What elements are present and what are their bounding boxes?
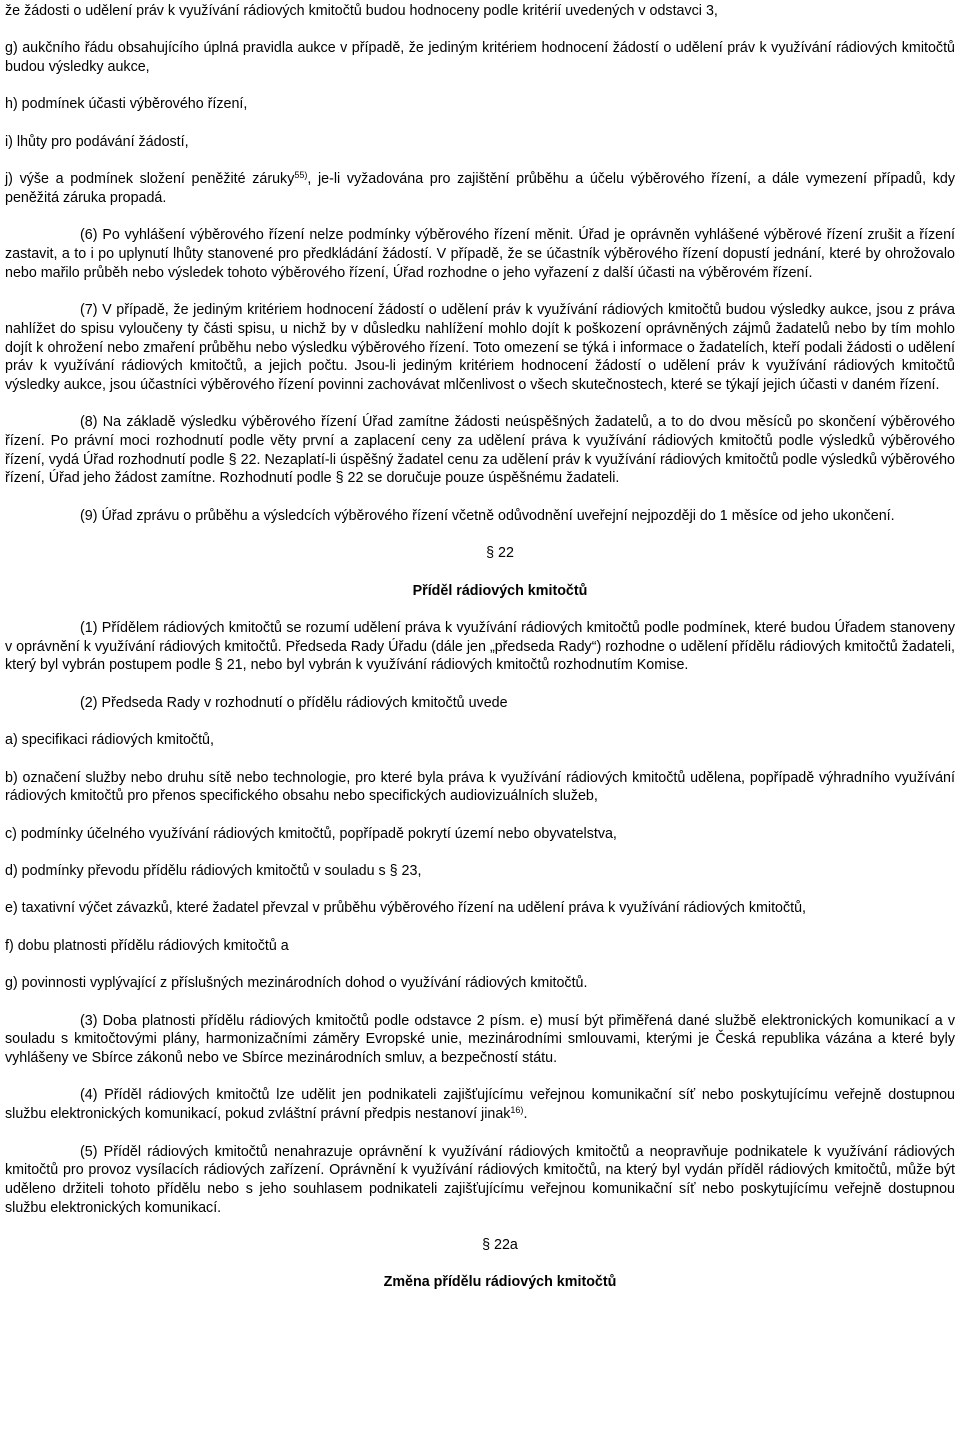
body-paragraph: (8) Na základě výsledku výběrového řízení Úřad zamítne žádosti neúspěšných žadatelů, a to do dvou měsíců po skončení výběrového řízení. Po právní moci rozhodnutí podle věty první a zaplacení ceny za udělení práva k využívání rádiových kmitočtů podle výsledků výběrového řízení, vydá Úřad rozhodnutí podle § 22. Nezaplatí-li úspěšný žadatel cenu za udělení práv k využívání rádiových kmitočtů podle výsledků výběrového řízení, Úřad jeho žádost zamítne. Rozhodnutí podle § 22 se doručuje pouze úspěšnému žadateli.	[5, 414, 955, 487]
paragraph-text: j) výše a podmínek složení peněžité záruky	[5, 171, 295, 188]
body-paragraph: a) specifikaci rádiových kmitočtů,	[5, 732, 214, 749]
body-paragraph: g) aukčního řádu obsahujícího úplná pravidla aukce v případě, že jediným kritériem hodnocení žádostí o udělení práv k využívání rádiových kmitočtů budou výsledky aukce,	[5, 40, 955, 76]
paragraph-text-continued: , je-li vyžadována pro zajištění průběhu a účelu výběrového řízení, a dále vymezení případů, kdy peněžitá záruka propadá.	[5, 171, 955, 206]
paragraph-text: (4) Příděl rádiových kmitočtů lze udělit jen podnikateli zajišťujícímu veřejnou komunikační síť nebo poskytujícímu veřejně dostupnou službu elektronických komunikací, pokud zvláštní právní předpis nestanoví jinak	[5, 1087, 955, 1123]
body-paragraph: (1) Přídělem rádiových kmitočtů se rozumí udělení práva k využívání rádiových kmitočtů podle podmínek, které budou Úřadem stanoveny v oprávnění k využívání rádiových kmitočtů. Předseda Rady Úřadu (dále jen „předseda Rady“) rozhodne o udělení přídělu rádiových kmitočtů žadateli, který byl vybrán postupem podle § 21, nebo byl vybrán k využívání rádiových kmitočtů rozhodnutím Komise.	[5, 620, 955, 674]
footnote-reference: 55)	[294, 170, 308, 181]
section-number: § 22	[486, 545, 514, 562]
body-paragraph: i) lhůty pro podávání žádostí,	[5, 133, 189, 150]
section-title: Změna přídělu rádiových kmitočtů	[383, 1274, 617, 1291]
body-paragraph: (7) V případě, že jediným kritériem hodnocení žádostí o udělení práv k využívání rádiových kmitočtů budou výsledky aukce, jsou z práva nahlížet do spisu vyloučeny ty části spisu, u nichž by v důsledku nahlížení mohlo dojít k poškození oprávněných zájmů žadatelů nebo by tím mohlo dojít k ohrožení nebo zmaření průběhu nebo výsledku výběrového řízení. Toto omezení se týká i informace o žadatelích, kteří podali žádosti o udělení práv k využívání rádiových kmitočtů, a jejich počtu. Jsou-li jediným kritériem hodnocení žádostí o udělení práv k využívání rádiových kmitočtů výsledky aukce, jsou účastníci výběrového řízení povinni zachovávat mlčenlivost o všech skutečnostech, které se týkají jejich účasti v daném řízení.	[5, 302, 955, 393]
legal-document-page	[5, 2, 955, 1292]
section-number: § 22a	[482, 1237, 518, 1254]
body-paragraph	[5, 1086, 955, 1123]
body-paragraph: (6) Po vyhlášení výběrového řízení nelze podmínky výběrového řízení měnit. Úřad je oprávněn vyhlášené výběrové řízení zrušit a řízení zastavit, a to i po uplynutí lhůty stanovené pro předkládání žádostí. V případě, že se účastník výběrového řízení dopustí jednání, které by ohrožovalo nebo mařilo průběh nebo výsledek tohoto výběrového řízení, Úřad rozhodne o jeho vyřazení z další účasti na výběrovém řízení.	[5, 227, 955, 281]
body-paragraph: e) taxativní výčet závazků, které žadatel převzal v průběhu výběrového řízení na udělení práva k využívání rádiových kmitočtů,	[5, 900, 807, 917]
footnote-reference: 16)	[510, 1105, 524, 1116]
body-paragraph: f) dobu platnosti přídělu rádiových kmitočtů a	[5, 937, 289, 954]
body-paragraph: c) podmínky účelného využívání rádiových kmitočtů, popřípadě pokrytí území nebo obyvatelstva,	[5, 825, 617, 842]
body-paragraph: (2) Předseda Rady v rozhodnutí o přídělu rádiových kmitočtů uvede	[80, 694, 508, 711]
body-paragraph: b) označení služby nebo druhu sítě nebo technologie, pro které byla práva k využívání rádiových kmitočtů udělena, popřípadě výhradního využívání rádiových kmitočtů pro přenos specifického obsahu nebo specifických audiovizuálních služeb,	[5, 769, 955, 805]
body-paragraph: (9) Úřad zprávu o průběhu a výsledcích výběrového řízení včetně odůvodnění uveřejní nejpozději do 1 měsíce od jeho ukončení.	[80, 507, 895, 524]
body-paragraph: (5) Příděl rádiových kmitočtů nenahrazuje oprávnění k využívání rádiových kmitočtů a neopravňuje podnikatele k využívání rádiových kmitočtů pro provoz vysílacích rádiových zařízení. Oprávnění k využívání rádiových kmitočtů, na který byl vydán příděl rádiových kmitočtů, může být uděleno držiteli tohoto přídělu nebo s jeho souhlasem podnikateli zajišťujícímu veřejnou komunikační síť nebo poskytujícímu veřejně dostupnou službu elektronických komunikací.	[5, 1143, 955, 1216]
body-paragraph: g) povinnosti vyplývající z příslušných mezinárodních dohod o využívání rádiových kmitočtů.	[5, 975, 588, 992]
paragraph-text-continued: .	[523, 1106, 528, 1123]
body-paragraph: d) podmínky převodu přídělu rádiových kmitočtů v souladu s § 23,	[5, 863, 422, 880]
body-paragraph: že žádosti o udělení práv k využívání rádiových kmitočtů budou hodnoceny podle kritérií uvedených v odstavci 3,	[5, 3, 718, 19]
body-paragraph: (3) Doba platnosti přídělu rádiových kmitočtů podle odstavce 2 písm. e) musí být přiměřená dané službě elektronických komunikací a v souladu s kmitočtovými plány, harmonizačními záměry Evropské unie, mezinárodními smlouvami, kterými je Česká republika vázána a které byly vyhlášeny ve Sbírce zákonů nebo ve Sbírce mezinárodních smluv, a bezpečností státu.	[5, 1012, 955, 1067]
body-paragraph	[5, 170, 955, 207]
section-title: Příděl rádiových kmitočtů	[412, 582, 588, 599]
body-paragraph: h) podmínek účasti výběrového řízení,	[5, 96, 248, 113]
